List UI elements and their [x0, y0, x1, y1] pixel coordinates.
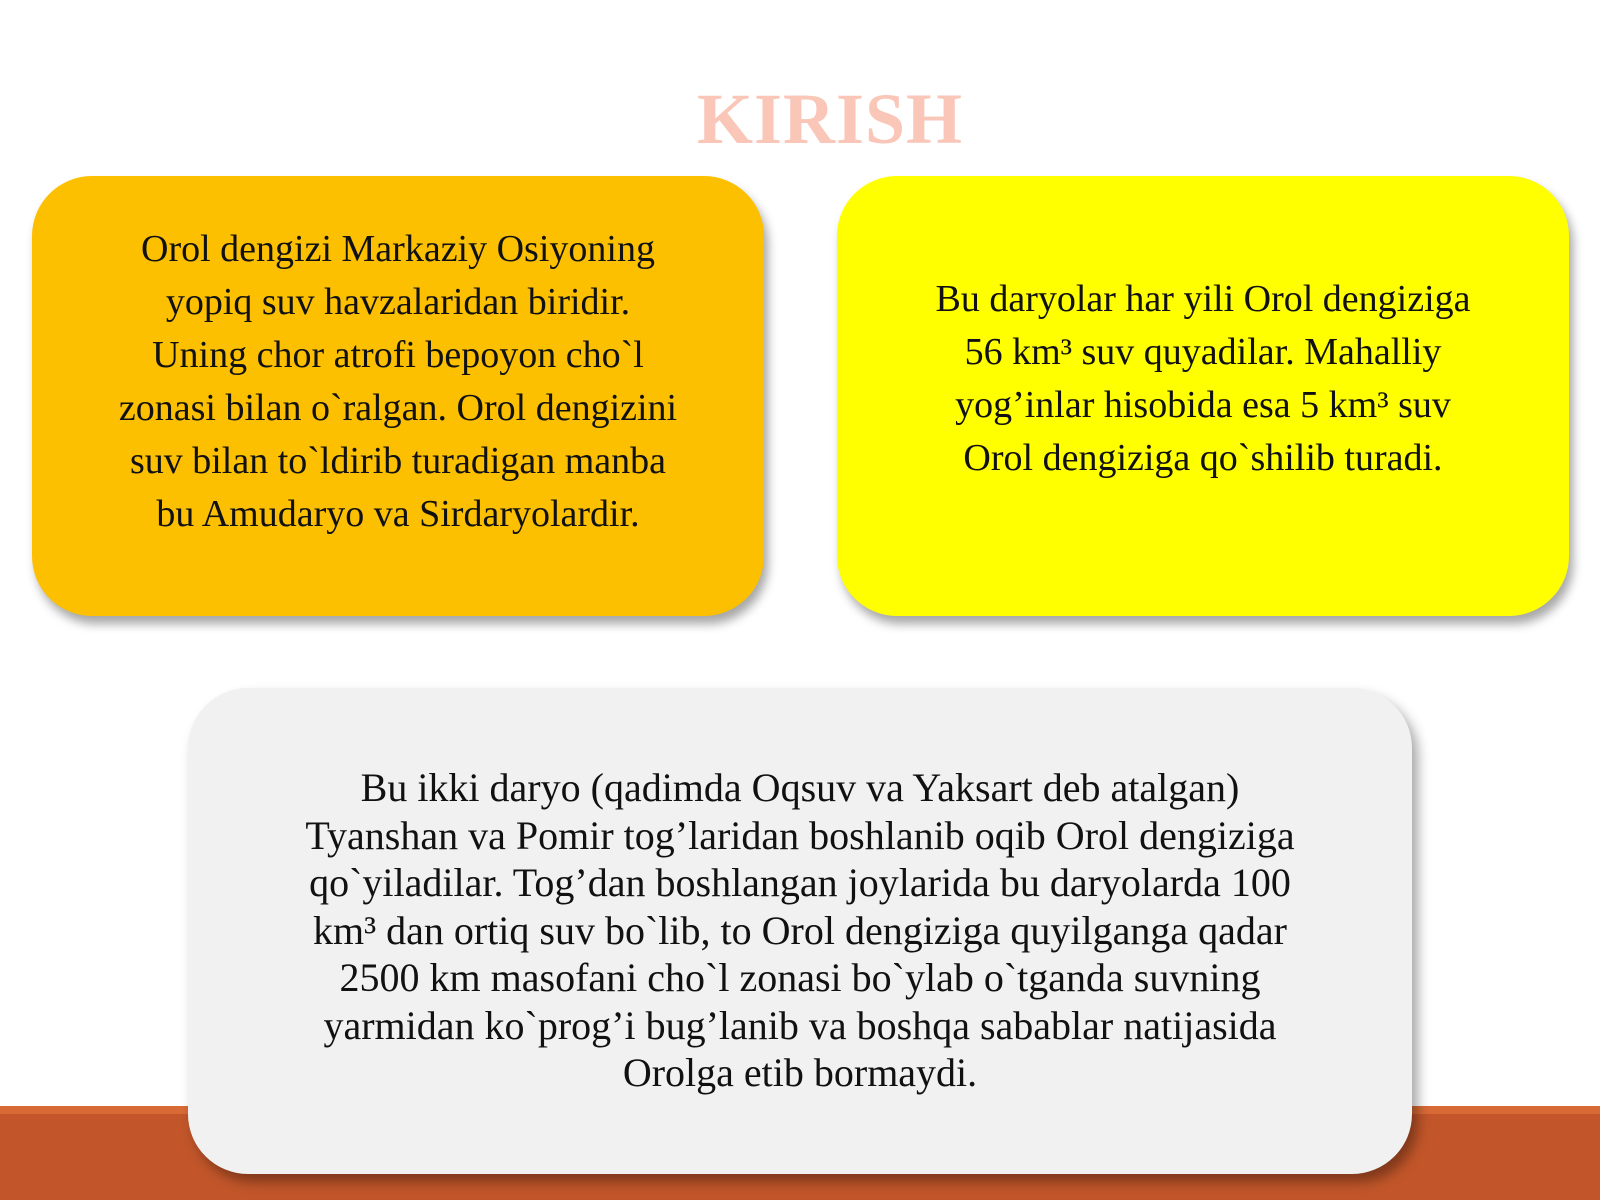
intro-card-orange-text: Orol dengizi Markaziy Osiyoning yopiq suv havzalaridan biridir. Uning chor atrofi bepoyon cho`l zonasi bilan o`ralgan. Orol dengizini suv bilan to`ldirib turadigan manba bu Amudaryo va Sirdaryolardir.	[118, 228, 678, 535]
intro-card-gray	[188, 688, 1412, 1174]
slide-title: KIRISH	[696, 79, 964, 159]
intro-card-orange	[32, 176, 764, 616]
intro-card-yellow	[837, 176, 1569, 616]
intro-card-gray-text: Bu ikki daryo (qadimda Oqsuv va Yaksart deb atalgan) Tyanshan va Pomir tog’laridan boshlanib oqib Orol dengiziga qo`yiladilar. Tog’dan boshlangan joylarida bu daryolarda 100 km³ dan ortiq suv bo`lib, to Orol dengiziga quyilganga qadar 2500 km masofani cho`l zonasi bo`ylab o`tganda suvning yarmidan ko`prog’i bug’lanib va boshqa sabablar natijasida Orolga etib bormaydi.	[305, 765, 1295, 1095]
intro-card-yellow-text: Bu daryolar har yili Orol dengiziga 56 km³ suv quyadilar. Mahalliy yog’inlar hisobida esa 5 km³ suv Orol dengiziga qo`shilib turadi.	[935, 278, 1471, 479]
